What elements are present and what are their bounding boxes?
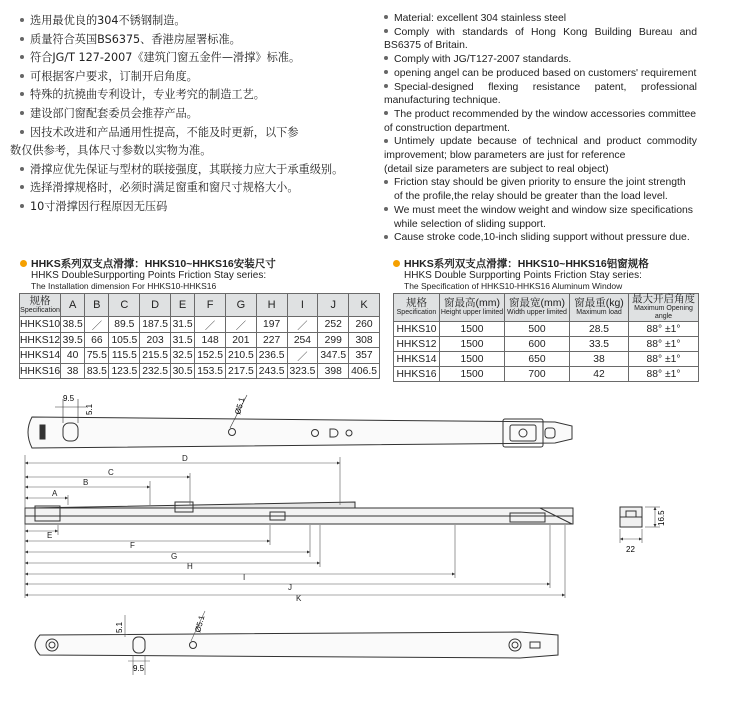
table-cell: 30.5: [171, 364, 195, 379]
window-spec-table: [393, 293, 699, 382]
bullet-icon: [384, 29, 388, 33]
orange-dot-icon: [20, 260, 27, 267]
table-cell: 700: [505, 367, 570, 382]
dim-label-j: J: [288, 583, 292, 592]
bullet-icon: [20, 167, 24, 171]
feature-zh: 滑撑应优先保证与型材的联接强度，其联接力应大于承重级别。: [20, 161, 343, 180]
table-cell: 33.5: [570, 337, 629, 352]
feature-zh: 10寸滑撑因行程原因无压码: [20, 198, 343, 217]
column-header: H: [256, 294, 287, 317]
table-cell: 123.5: [109, 364, 140, 379]
table-cell: 357: [349, 348, 380, 364]
column-header: E: [171, 294, 195, 317]
column-header: 规格 Specification: [394, 294, 440, 322]
dim-label-d: D: [182, 454, 188, 463]
table-cell: 347.5: [318, 348, 349, 364]
table-cell: ／: [225, 317, 256, 333]
table-cell: 31.5: [171, 317, 195, 333]
features-en-list: [384, 12, 697, 245]
table-cell: 323.5: [287, 364, 318, 379]
table-cell: 203: [140, 333, 171, 348]
table-cell: 398: [318, 364, 349, 379]
table-row: [394, 367, 699, 382]
table-cell: HHKS14: [20, 348, 61, 364]
table-cell: 500: [505, 322, 570, 337]
table-cell: 299: [318, 333, 349, 348]
table-cell: 115.5: [109, 348, 140, 364]
feature-zh: 特殊的抗撓曲专利设计，专业考究的制造工艺。: [20, 86, 343, 105]
dim-label-c: C: [108, 468, 114, 477]
feature-en: We must meet the window weight and window size specifications while selection of sliding support.: [384, 204, 697, 231]
bullet-icon: [384, 15, 388, 19]
column-header: 窗最高(mm) Height upper limited: [440, 294, 505, 322]
dim-label-a: A: [52, 489, 58, 498]
dim-label-f: F: [130, 541, 135, 550]
bullet-icon: [384, 180, 388, 184]
feature-en: Friction stay should be given priority to ensure the joint strength of the profile,the relay should be greater than the load level.: [384, 176, 697, 203]
table-cell: 42: [570, 367, 629, 382]
table-cell: ／: [195, 317, 226, 333]
install-table-title: HHKS系列双支点滑撑：HHKS10~HHKS16安装尺寸 HHKS DoubleSurpporting Points Friction Stay series: The Installation dimension For HHKS10-HHKS16: [20, 259, 276, 292]
bullet-icon: [384, 111, 388, 115]
column-header: K: [349, 294, 380, 317]
dim-width: 22: [626, 545, 635, 554]
table-row: [20, 364, 380, 379]
table-row: [394, 352, 699, 367]
table-cell: 88° ±1°: [629, 337, 699, 352]
table-cell: 236.5: [256, 348, 287, 364]
dim-hole-dia-bottom: Ø5.1: [193, 614, 207, 634]
table-cell: 38.5: [61, 317, 85, 333]
table-cell: 148: [195, 333, 226, 348]
bullet-icon: [384, 235, 388, 239]
table-row: [20, 317, 380, 333]
column-header: C: [109, 294, 140, 317]
friction-stay-drawing: [0, 385, 736, 706]
table-cell: 308: [349, 333, 380, 348]
bullet-icon: [384, 70, 388, 74]
table-cell: 252: [318, 317, 349, 333]
table-cell: 32.5: [171, 348, 195, 364]
table-cell: 31.5: [171, 333, 195, 348]
table-header-row: [20, 294, 380, 317]
table-cell: 1500: [440, 322, 505, 337]
dim-label-g: G: [171, 552, 178, 561]
dim-hole-offset: 9.5: [63, 394, 75, 403]
table-cell: 28.5: [570, 322, 629, 337]
table-cell: 88° ±1°: [629, 352, 699, 367]
feature-en: Material: excellent 304 stainless steel: [384, 12, 697, 26]
feature-en: opening angel can be produced based on customers' requirement: [384, 67, 697, 81]
column-header: 最大开启角度 Maximum Opening angle: [629, 294, 699, 322]
table-cell: ／: [287, 317, 318, 333]
table-cell: 215.5: [140, 348, 171, 364]
top-arm-view: [28, 417, 572, 448]
table-cell: 227: [256, 333, 287, 348]
feature-zh: 因技术改进和产品通用性提高，不能及时更新，以下参: [20, 124, 343, 143]
feature-zh: 可根据客户要求，订制开启角度。: [20, 68, 343, 87]
table-cell: 88° ±1°: [629, 322, 699, 337]
feature-zh: 数仅供参考，具体尺寸参数以实物为准。: [10, 144, 212, 158]
dim-hole-dia: Ø5.1: [233, 396, 247, 416]
table-cell: 66: [85, 333, 109, 348]
table-cell: 217.5: [225, 364, 256, 379]
table-cell: HHKS10: [394, 322, 440, 337]
dim-label-k: K: [296, 594, 302, 603]
table-cell: ／: [287, 348, 318, 364]
column-header: I: [287, 294, 318, 317]
table-cell: 187.5: [140, 317, 171, 333]
table-cell: 39.5: [61, 333, 85, 348]
table-row: [20, 348, 380, 364]
table-row: [394, 322, 699, 337]
feature-zh: 选择滑撑规格时，必须时满足窗重和窗尺寸规格大小。: [20, 179, 343, 198]
table-cell: 210.5: [225, 348, 256, 364]
table-cell: 1500: [440, 352, 505, 367]
feature-zh: 质量符合英国BS6375、香港房屋署标准。: [20, 31, 343, 50]
table-cell: 600: [505, 337, 570, 352]
table-cell: 38: [570, 352, 629, 367]
table-cell: 105.5: [109, 333, 140, 348]
table-cell: 153.5: [195, 364, 226, 379]
bottom-arm-view: [35, 632, 558, 658]
feature-zh: 选用最优良的304不锈钢制造。: [20, 12, 343, 31]
table-cell: 83.5: [85, 364, 109, 379]
table-cell: 260: [349, 317, 380, 333]
bullet-icon: [20, 185, 24, 189]
table-cell: HHKS12: [20, 334, 61, 346]
bullet-icon: [384, 139, 388, 143]
table-cell: 1500: [440, 337, 505, 352]
table-cell: 650: [505, 352, 570, 367]
table-cell: HHKS16: [20, 365, 61, 377]
bullet-icon: [20, 111, 24, 115]
bullet-icon: [20, 204, 24, 208]
table-cell: 406.5: [349, 364, 380, 379]
side-assembly-view: [25, 502, 573, 524]
dim-height: 16.5: [657, 510, 666, 526]
dim-hole-width: 5.1: [85, 403, 94, 415]
column-header: G: [225, 294, 256, 317]
table-cell: HHKS12: [394, 337, 440, 352]
spec-header: 规格 Specification: [20, 294, 61, 317]
feature-en: Cause stroke code,10-inch sliding support without pressure due.: [384, 231, 697, 245]
bullet-icon: [20, 130, 24, 134]
table-cell: 197: [256, 317, 287, 333]
table-cell: 38: [61, 364, 85, 379]
bullet-icon: [384, 207, 388, 211]
column-header: D: [140, 294, 171, 317]
table-row: [20, 333, 380, 348]
table-cell: 254: [287, 333, 318, 348]
column-header: J: [318, 294, 349, 317]
table-cell: 89.5: [109, 317, 140, 333]
orange-dot-icon: [393, 260, 400, 267]
column-header: F: [195, 294, 226, 317]
bullet-icon: [384, 84, 388, 88]
table-cell: ／: [85, 317, 109, 333]
bullet-icon: [384, 56, 388, 60]
table-row: [394, 337, 699, 352]
table-header-row: [394, 294, 699, 322]
table-cell: 232.5: [140, 364, 171, 379]
feature-en: Comply with JG/T127-2007 standards.: [384, 53, 697, 67]
bullet-icon: [20, 74, 24, 78]
bullet-icon: [20, 92, 24, 96]
feature-en: Special-designed flexing resistance patent, professional manufacturing technique.: [384, 81, 697, 107]
feature-zh: 符合JG/T 127-2007《建筑门窗五金件—滑撑》标准。: [20, 49, 343, 68]
table-cell: 201: [225, 333, 256, 348]
feature-en: Untimely update because of technical and product commodity improvement; blow parameters are just for reference: [384, 136, 697, 162]
table-cell: HHKS16: [394, 367, 440, 382]
table-cell: 152.5: [195, 348, 226, 364]
table-cell: 1500: [440, 367, 505, 382]
dim-hole-offset-bottom: 9.5: [133, 664, 145, 673]
feature-zh: 建设部门窗配套委员会推荐产品。: [20, 105, 343, 124]
table-cell: 243.5: [256, 364, 287, 379]
table-cell: 40: [61, 348, 85, 364]
side-dim-labels: [47, 454, 302, 603]
features-zh-list: [10, 12, 344, 217]
bullet-icon: [20, 55, 24, 59]
column-header: 窗最宽(mm) Width upper limited: [505, 294, 570, 322]
feature-en: (detail size parameters are subject to real object): [384, 163, 609, 175]
table-cell: HHKS10: [20, 317, 61, 333]
bullet-icon: [20, 18, 24, 22]
side-dim-lines: [25, 455, 565, 598]
dim-label-i: I: [243, 573, 246, 582]
column-header: B: [85, 294, 109, 317]
feature-en: The product recommended by the window accessories committee of construction department.: [384, 108, 697, 134]
column-header: 窗最重(kg) Maximum load: [570, 294, 629, 322]
window-table-title: HHKS系列双支点滑撑：HHKS10~HHKS16铝窗规格 HHKS Double Surpporting Points Friction Stay series: The Specification of HHKS10-HHKS16 Aluminum Window: [393, 259, 649, 292]
dim-hole-width-bottom: 5.1: [115, 621, 124, 633]
table-cell: 75.5: [85, 348, 109, 364]
column-header: A: [61, 294, 85, 317]
dim-label-b: B: [83, 478, 89, 487]
end-section-view: [620, 507, 642, 527]
table-cell: HHKS14: [394, 352, 440, 367]
dim-label-e: E: [47, 531, 53, 540]
bullet-icon: [20, 37, 24, 41]
feature-en: Comply with standards of Hong Kong Building Bureau and BS6375 of Britain.: [384, 26, 697, 52]
install-dimension-table: [19, 293, 380, 379]
table-cell: 88° ±1°: [629, 367, 699, 382]
dim-label-h: H: [187, 562, 193, 571]
